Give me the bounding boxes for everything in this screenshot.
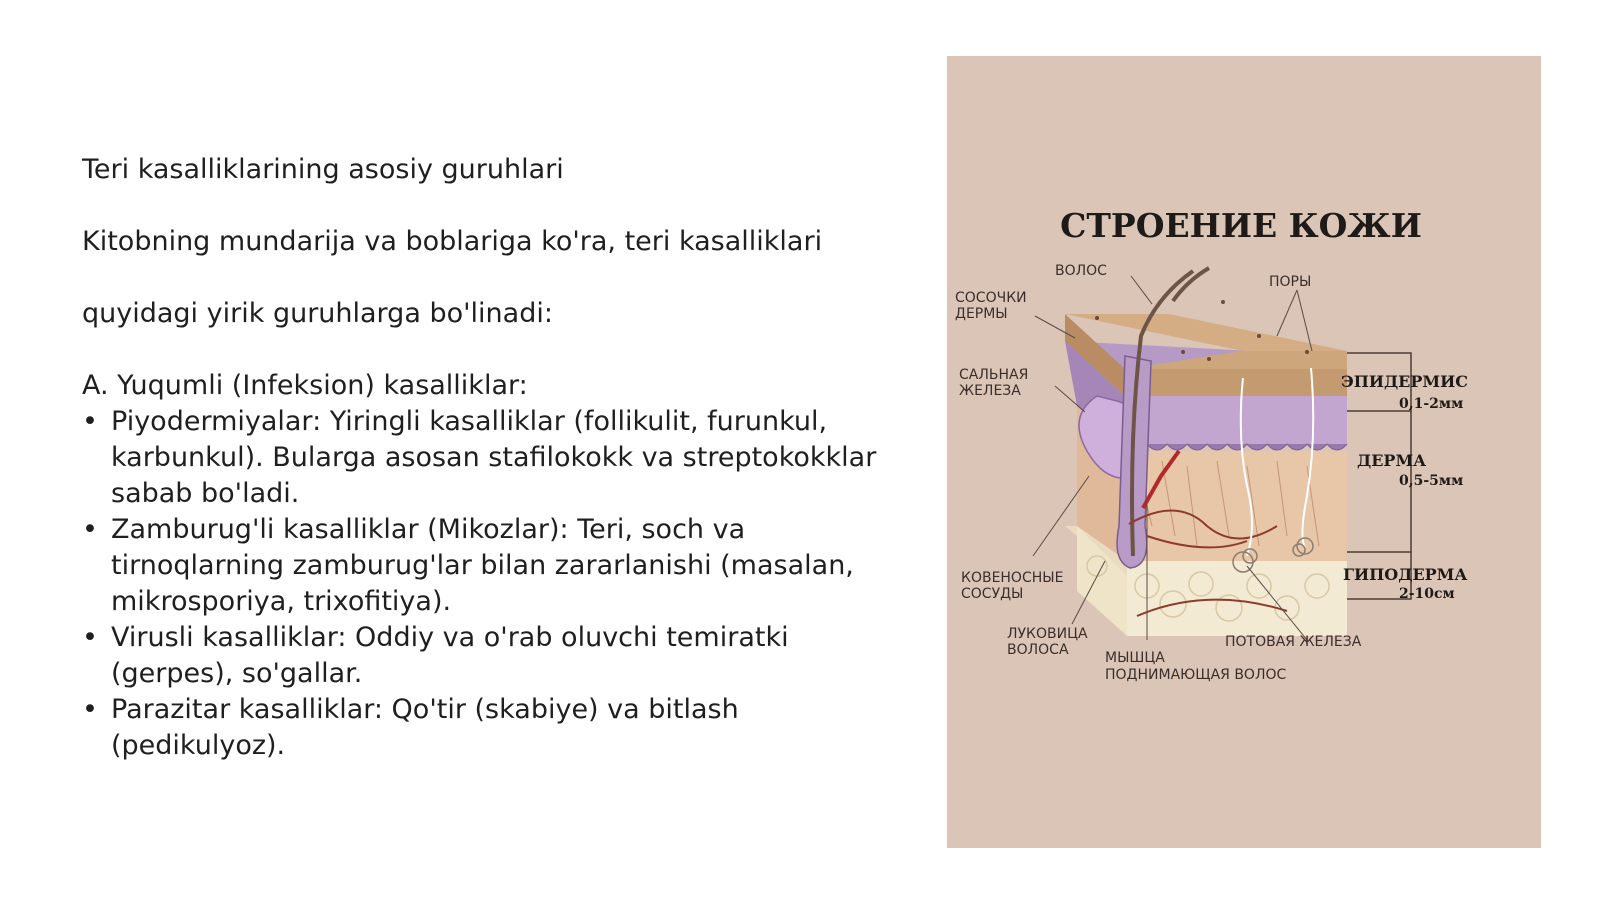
label-hypodermis: ГИПОДЕРМА: [1343, 565, 1468, 584]
label-bulb-1: ЛУКОВИЦА: [1007, 626, 1088, 642]
list-item: • Zamburug'li kasalliklar (Mikozlar): Teri, soch va tirnoqlarning zamburug'lar bilan zararlanishi (masalan, mikrosporiya, trixofitiya).: [82, 512, 882, 620]
slide-heading: Teri kasalliklarining asosiy guruhlari: [82, 154, 564, 185]
intro-line-2: quyidagi yirik guruhlarga bo'linadi:: [82, 298, 553, 329]
label-sebaceous-2: ЖЕЛЕЗА: [959, 383, 1021, 399]
spacer: [82, 260, 882, 296]
list-item: • Piyodermiyalar: Yiringli kasalliklar (follikulit, furunkul, karbunkul). Bularga asosan stafilokokk va streptokokklar sabab bo'ladi.: [82, 404, 882, 512]
label-dermis: ДЕРМА: [1357, 451, 1427, 470]
label-sebaceous-1: САЛЬНАЯ: [959, 367, 1029, 383]
epidermis-front: [1125, 369, 1347, 396]
spacer: [82, 332, 882, 368]
label-muscle-1: МЫШЦА: [1105, 650, 1165, 666]
spacer: [82, 188, 882, 224]
label-vessels-2: СОСУДЫ: [961, 586, 1024, 602]
label-dermis-size: 0,5-5мм: [1399, 473, 1464, 489]
label-muscle-2: ПОДНИМАЮЩАЯ ВОЛОС: [1105, 667, 1287, 683]
label-bulb-2: ВОЛОСА: [1007, 642, 1069, 658]
label-vessels-1: КОВЕНОСНЫЕ: [961, 570, 1064, 586]
label-papillae-2: ДЕРМЫ: [955, 306, 1008, 322]
label-epidermis: ЭПИДЕРМИС: [1341, 372, 1468, 391]
disease-list: [82, 404, 882, 764]
list-item: • Parazitar kasalliklar: Qo'tir (skabiye) va bitlash (pedikulyoz).: [82, 692, 882, 764]
label-sweat-gland: ПОТОВАЯ ЖЕЛЕЗА: [1225, 634, 1362, 650]
label-pores: ПОРЫ: [1269, 274, 1312, 290]
slide-text: [82, 152, 882, 764]
intro-line-1: Kitobning mundarija va boblariga ko'ra, teri kasalliklari: [82, 226, 823, 257]
list-item: • Virusli kasalliklar: Oddiy va o'rab oluvchi temiratki (gerpes), so'gallar.: [82, 620, 882, 692]
label-epidermis-size: 0,1-2мм: [1399, 396, 1464, 412]
label-hypodermis-size: 2-10см: [1399, 586, 1455, 602]
label-papillae-1: СОСОЧКИ: [955, 290, 1027, 306]
label-hair: ВОЛОС: [1055, 263, 1107, 279]
section-a-heading: A. Yuqumli (Infeksion) kasalliklar:: [82, 370, 528, 401]
figure-title: СТРОЕНИЕ КОЖИ: [1060, 206, 1422, 245]
skin-diagram: [947, 56, 1541, 848]
dermal-papillae: [1127, 444, 1347, 450]
hypodermis-front: [1127, 556, 1347, 636]
skin-structure-figure: [947, 56, 1541, 848]
